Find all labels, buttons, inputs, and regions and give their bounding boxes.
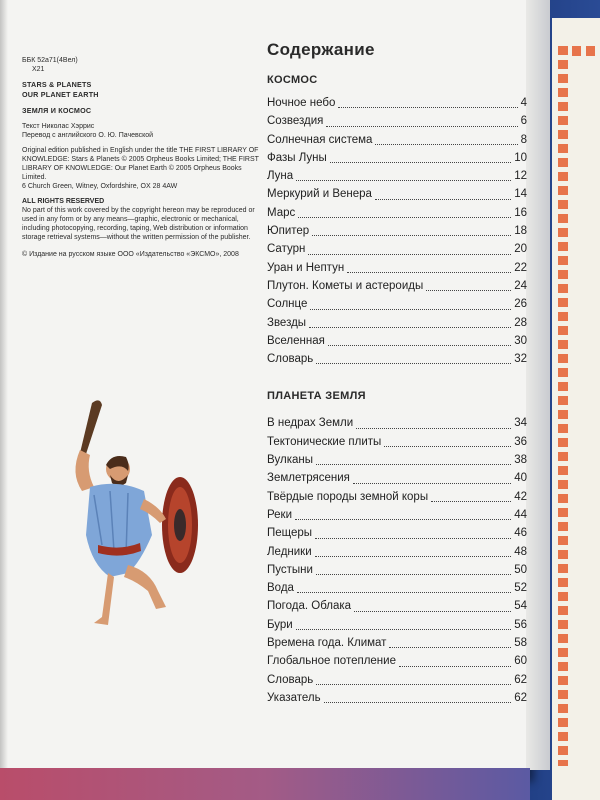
- udk-code: Х21: [32, 66, 45, 73]
- toc-leader-dots: [312, 235, 511, 236]
- toc-entry-title: Ночное небо: [267, 97, 336, 109]
- toc-leader-dots: [328, 345, 511, 346]
- toc-entry-title: Меркурий и Венера: [267, 188, 372, 201]
- rights-text: No part of this work covered by the copyright hereon may be reproduced or used in any form or by any means—graphic, electronic or mechanical, including photocopying, recording, taping, Web distribution or information storage retrieval systems—without the written permission of the publisher.: [22, 207, 255, 241]
- table-of-contents: [267, 40, 527, 707]
- toc-leader-dots: [426, 290, 511, 291]
- translator-line: Перевод с английского О. Ю. Пачевской: [22, 132, 154, 139]
- decorative-stripe-vertical: [558, 46, 568, 766]
- toc-entry-page: 60: [514, 655, 527, 668]
- toc-leader-dots: [384, 446, 511, 447]
- binding-shadow: [0, 0, 8, 780]
- toc-leader-dots: [295, 519, 511, 520]
- author-line: Текст Николас Хэррис: [22, 123, 95, 130]
- toc-leader-dots: [330, 162, 511, 163]
- toc-leader-dots: [347, 272, 511, 273]
- toc-entry-title: Бури: [267, 618, 293, 631]
- toc-entry-page: 62: [514, 673, 527, 686]
- toc-entry-page: 18: [514, 225, 527, 238]
- toc-section-title-earth: ПЛАНЕТА ЗЕМЛЯ: [267, 390, 366, 403]
- toc-entry-page: 56: [514, 618, 527, 631]
- toc-entry-page: 30: [514, 334, 527, 347]
- toc-entry: [267, 597, 527, 615]
- toc-entry-page: 42: [514, 490, 527, 503]
- toc-entry-title: Сатурн: [267, 243, 306, 256]
- toc-leader-dots: [315, 556, 512, 557]
- toc-entry-title: Времена года. Климат: [267, 637, 387, 650]
- toc-entry: [267, 204, 527, 222]
- toc-entry: [267, 240, 527, 258]
- toc-section-title-space: КОСМОС: [267, 74, 318, 86]
- toc-entry-page: 6: [520, 115, 527, 128]
- toc-leader-dots: [431, 501, 511, 502]
- toc-entry-page: 26: [514, 298, 527, 311]
- toc-entry-page: 4: [520, 97, 527, 109]
- toc-entry-page: 50: [514, 563, 527, 576]
- toc-entry: [267, 314, 527, 332]
- toc-entry: [267, 94, 527, 112]
- toc-entry-page: 44: [514, 508, 527, 521]
- toc-entry: [267, 332, 527, 350]
- next-page-edge: [552, 18, 600, 800]
- toc-entry-title: Глобальное потепление: [267, 655, 396, 668]
- toc-entry-page: 20: [514, 243, 527, 256]
- toc-entry-title: Марс: [267, 206, 296, 219]
- toc-leader-dots: [356, 428, 511, 429]
- toc-entry: [267, 295, 527, 313]
- toc-leader-dots: [308, 254, 511, 255]
- toc-entry: [267, 350, 527, 368]
- toc-entry-page: 14: [514, 188, 527, 201]
- toc-leader-dots: [316, 684, 511, 685]
- toc-entry-title: В недрах Земли: [267, 417, 354, 430]
- toc-leader-dots: [315, 538, 511, 539]
- toc-entry-title: Твёрдые породы земной коры: [267, 490, 429, 503]
- toc-leader-dots: [354, 611, 511, 612]
- toc-entry-title: Луна: [267, 170, 294, 183]
- toc-entry: [267, 561, 527, 579]
- toc-entry-title: Указатель: [267, 691, 321, 704]
- toc-entry-page: 10: [514, 151, 527, 164]
- toc-entry: [267, 222, 527, 240]
- rights-title: ALL RIGHTS RESERVED: [22, 198, 105, 205]
- toc-entry-page: 32: [514, 353, 527, 366]
- toc-leader-dots: [316, 574, 511, 575]
- toc-entry-page: 54: [514, 600, 527, 613]
- toc-entry-title: Созвездия: [267, 115, 324, 128]
- toc-entry-title: Реки: [267, 508, 293, 521]
- toc-entry: [267, 112, 527, 130]
- toc-entry: [267, 652, 527, 670]
- toc-leader-dots: [375, 144, 517, 145]
- toc-entry-title: Вода: [267, 582, 294, 595]
- toc-entry-page: 38: [514, 454, 527, 467]
- toc-leader-dots: [353, 483, 511, 484]
- toc-entry-page: 40: [514, 472, 527, 485]
- toc-entry: [267, 451, 527, 469]
- toc-heading: Содержание: [267, 40, 375, 59]
- russian-copyright: © Издание на русском языке ООО «Издательство «ЭКСМО», 2008: [22, 251, 239, 258]
- toc-entry: [267, 543, 527, 561]
- toc-entry-title: Солнечная система: [267, 133, 373, 146]
- toc-leader-dots: [296, 180, 511, 181]
- toc-entry-title: Ледники: [267, 545, 312, 558]
- toc-entry-title: Тектонические плиты: [267, 435, 382, 448]
- toc-entry-title: Юпитер: [267, 225, 310, 238]
- toc-entry: [267, 167, 527, 185]
- toc-entry-page: 12: [514, 170, 527, 183]
- toc-entry: [267, 579, 527, 597]
- toc-leader-dots: [399, 666, 511, 667]
- toc-section-earth-list: [267, 414, 527, 707]
- toc-entry: [267, 616, 527, 634]
- toc-entry-title: Словарь: [267, 353, 314, 366]
- russian-title: ЗЕМЛЯ И КОСМОС: [22, 106, 92, 115]
- toc-entry: [267, 149, 527, 167]
- original-title-1: STARS & PLANETS: [22, 80, 92, 89]
- toc-entry-title: Вселенная: [267, 334, 325, 347]
- toc-entry: [267, 488, 527, 506]
- toc-entry-title: Плутон. Кометы и астероиды: [267, 279, 424, 292]
- toc-entry-page: 22: [514, 261, 527, 274]
- toc-leader-dots: [389, 647, 511, 648]
- imprint-column: [22, 56, 260, 259]
- toc-entry-page: 52: [514, 582, 527, 595]
- toc-entry-page: 8: [520, 133, 527, 146]
- toc-entry-page: 36: [514, 435, 527, 448]
- toc-entry: [267, 469, 527, 487]
- toc-section-space-list: [267, 94, 527, 368]
- toc-entry-page: 24: [514, 279, 527, 292]
- toc-entry-title: Вулканы: [267, 454, 314, 467]
- toc-leader-dots: [375, 199, 511, 200]
- toc-entry: [267, 259, 527, 277]
- bbk-code: ББК 52а71(4Вел): [22, 57, 78, 64]
- toc-leader-dots: [316, 363, 511, 364]
- toc-leader-dots: [316, 464, 511, 465]
- toc-leader-dots: [338, 107, 517, 108]
- original-title-2: OUR PLANET EARTH: [22, 90, 99, 99]
- toc-entry: [267, 185, 527, 203]
- toc-entry-title: Словарь: [267, 673, 314, 686]
- publisher-address: 6 Church Green, Witney, Oxfordshire, OX 28 4AW: [22, 183, 178, 190]
- toc-entry-title: Звезды: [267, 316, 307, 329]
- toc-entry-page: 48: [514, 545, 527, 558]
- toc-entry: [267, 277, 527, 295]
- toc-entry: [267, 671, 527, 689]
- cover-bottom-band: [0, 768, 530, 800]
- toc-entry-title: Уран и Нептун: [267, 261, 345, 274]
- toc-leader-dots: [326, 126, 517, 127]
- toc-entry-page: 28: [514, 316, 527, 329]
- toc-entry-title: Солнце: [267, 298, 308, 311]
- toc-leader-dots: [297, 592, 511, 593]
- toc-entry: [267, 634, 527, 652]
- toc-entry-title: Пещеры: [267, 527, 313, 540]
- toc-leader-dots: [298, 217, 511, 218]
- toc-leader-dots: [296, 629, 511, 630]
- toc-entry-title: Погода. Облака: [267, 600, 352, 613]
- toc-entry-title: Фазы Луны: [267, 151, 327, 164]
- toc-entry-page: 58: [514, 637, 527, 650]
- toc-entry: [267, 433, 527, 451]
- toc-entry-page: 46: [514, 527, 527, 540]
- toc-leader-dots: [309, 327, 511, 328]
- toc-entry-page: 16: [514, 206, 527, 219]
- original-edition-note: Original edition published in English under the title THE FIRST LIBRARY OF KNOWLEDGE: Stars & Planets © 2005 Orpheus Books Limited; THE FIRST LIBRARY OF KNOWLEDGE: Our Planet Earth © 2005 Orpheus Books Limited.: [22, 147, 259, 181]
- toc-entry: [267, 414, 527, 432]
- toc-entry: [267, 131, 527, 149]
- toc-entry-page: 34: [514, 417, 527, 430]
- warrior-illustration: [40, 395, 210, 645]
- toc-entry-title: Землетрясения: [267, 472, 350, 485]
- toc-entry: [267, 689, 527, 707]
- page-edge-shadow: [526, 0, 550, 770]
- toc-entry: [267, 524, 527, 542]
- toc-entry-page: 62: [514, 691, 527, 704]
- toc-entry: [267, 506, 527, 524]
- toc-entry-title: Пустыни: [267, 563, 313, 576]
- toc-leader-dots: [324, 702, 512, 703]
- toc-leader-dots: [310, 309, 511, 310]
